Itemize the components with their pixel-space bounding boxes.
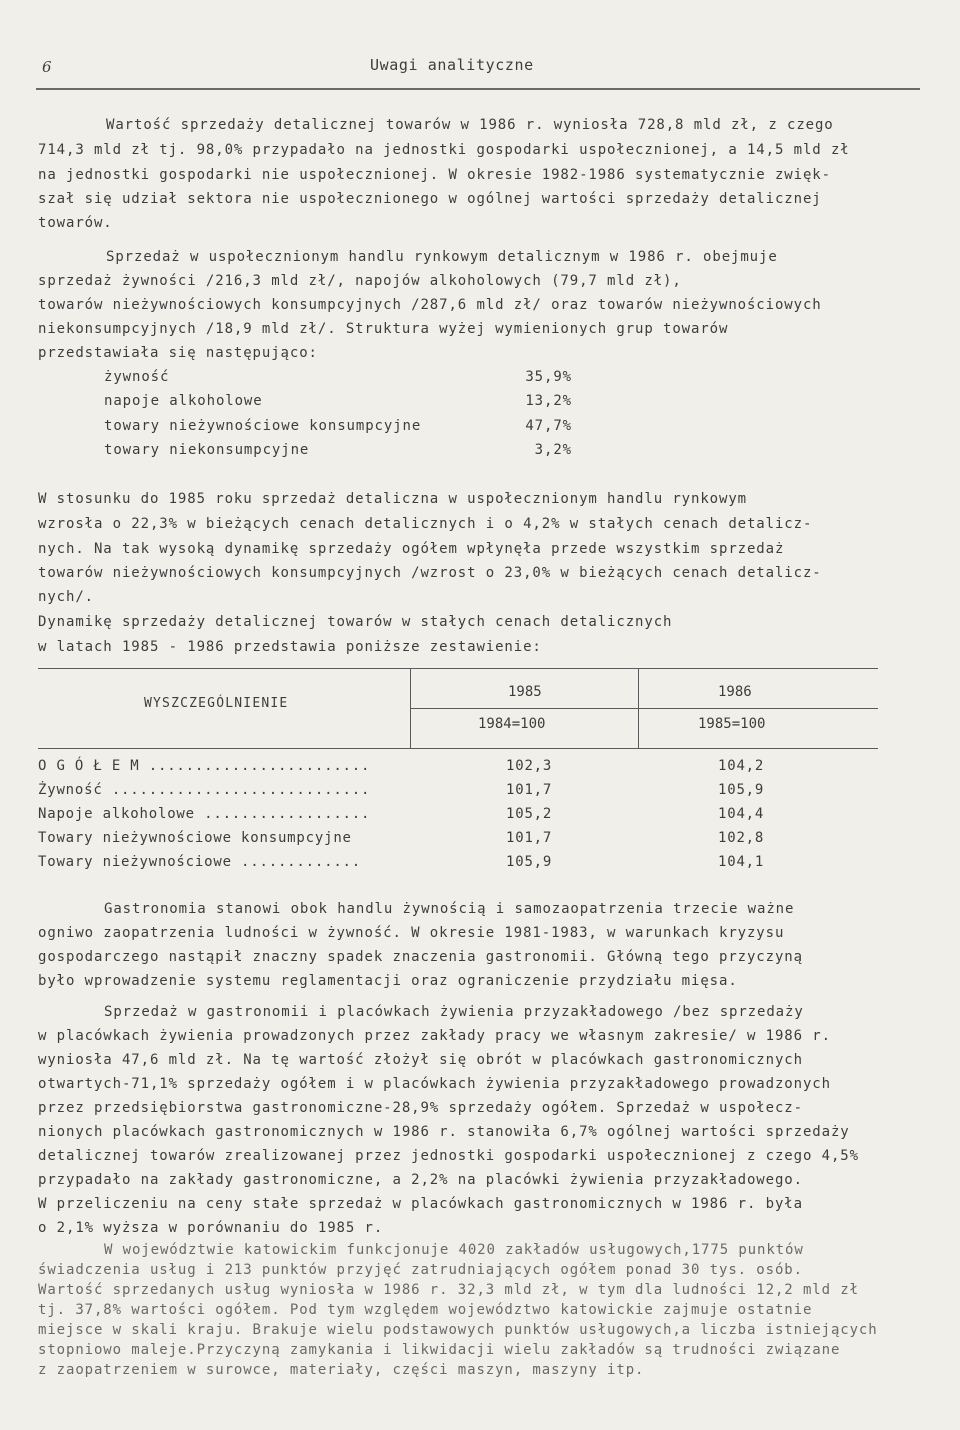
- paragraph-line: w latach 1985 - 1986 przedstawia poniższe zestawienie:: [38, 639, 542, 655]
- row-label: Żywność ............................: [38, 782, 371, 798]
- table-row: [38, 758, 878, 782]
- table-row: [38, 782, 878, 806]
- page-number: 6: [42, 58, 52, 76]
- paragraph-line: o 2,1% wyższa w porównaniu do 1985 r.: [38, 1220, 384, 1236]
- row-value-1986: 104,4: [718, 806, 765, 822]
- structure-value: 47,7%: [525, 418, 572, 434]
- row-label: O G Ó Ł E M ........................: [38, 758, 371, 774]
- paragraph-line: niekonsumpcyjnych /18,9 mld zł/. Struktura wyżej wymienionych grup towarów: [38, 321, 729, 337]
- paragraph-line: W województwie katowickim funkcjonuje 4020 zakładów usługowych,1775 punktów: [104, 1242, 804, 1258]
- header-divider: [36, 88, 920, 90]
- structure-label: napoje alkoholowe: [104, 393, 263, 409]
- paragraph-line: świadczenia usług i 213 punktów przyjęć zatrudniających ogółem ponad 30 tys. osób.: [38, 1262, 803, 1278]
- paragraph-line: szał się udział sektora nie uspołecznionego w ogólnej wartości sprzedaży detalicznej: [38, 191, 822, 207]
- paragraph-line: nych/.: [38, 589, 94, 605]
- table-header-year: 1986: [718, 684, 752, 700]
- structure-label: żywność: [104, 369, 170, 385]
- paragraph-line: w placówkach żywienia prowadzonych przez zakłady pracy we własnym zakresie/ w 1986 r.: [38, 1028, 831, 1044]
- paragraph-line: W stosunku do 1985 roku sprzedaż detaliczna w uspołecznionym handlu rynkowym: [38, 491, 747, 507]
- paragraph-line: Wartość sprzedanych usług wyniosła w 1986 r. 32,3 mld zł, w tym dla ludności 12,2 mld zł: [38, 1282, 859, 1298]
- paragraph-line: stopniowo maleje.Przyczyną zamykania i likwidacji wielu zakładów są trudności związane: [38, 1342, 841, 1358]
- table-header-rule: [38, 748, 878, 749]
- paragraph-line: miejsce w skali kraju. Brakuje wielu podstawowych punktów usługowych,a liczba istniejących: [38, 1322, 878, 1338]
- page-title: Uwagi analityczne: [370, 56, 534, 74]
- structure-value: 35,9%: [525, 369, 572, 385]
- paragraph-line: nych. Na tak wysoką dynamikę sprzedaży ogółem wpłynęła przede wszystkim sprzedaż: [38, 541, 785, 557]
- paragraph-line: otwartych-71,1% sprzedaży ogółem i w placówkach żywienia przyzakładowego prowadzonych: [38, 1076, 831, 1092]
- paragraph-line: przypadało na zakłady gastronomiczne, a 2,2% na placówki żywienia przyzakładowego.: [38, 1172, 803, 1188]
- row-value-1986: 105,9: [718, 782, 765, 798]
- table-row: [38, 854, 878, 878]
- table-header-year: 1985: [508, 684, 542, 700]
- row-value-1985: 105,9: [506, 854, 553, 870]
- structure-label: towary niekonsumpcyjne: [104, 442, 310, 458]
- paragraph-line: wzrosła o 22,3% w bieżących cenach detalicznych i o 4,2% w stałych cenach detalicz-: [38, 516, 813, 532]
- table-header-base: 1985=100: [698, 716, 766, 732]
- paragraph-line: ogniwo zaopatrzenia ludności w żywność. W okresie 1981-1983, w warunkach kryzysu: [38, 925, 785, 941]
- table-header-base: 1984=100: [478, 716, 546, 732]
- row-value-1985: 101,7: [506, 830, 553, 846]
- paragraph-line: Gastronomia stanowi obok handlu żywnością i samozaopatrzenia trzecie ważne: [104, 901, 795, 917]
- table-top-rule: [38, 668, 878, 669]
- paragraph-line: Dynamikę sprzedaży detalicznej towarów w stałych cenach detalicznych: [38, 614, 673, 630]
- paragraph-line: tj. 37,8% wartości ogółem. Pod tym względem województwo katowickie zajmuje ostatnie: [38, 1302, 813, 1318]
- paragraph-line: Wartość sprzedaży detalicznej towarów w 1986 r. wyniosła 728,8 mld zł, z czego: [106, 117, 834, 133]
- row-value-1985: 105,2: [506, 806, 553, 822]
- paragraph-line: nionych placówkach gastronomicznych w 1986 r. stanowiła 6,7% ogólnej wartości sprzedaży: [38, 1124, 850, 1140]
- row-value-1986: 104,1: [718, 854, 765, 870]
- paragraph-line: Sprzedaż w uspołecznionym handlu rynkowym detalicznym w 1986 r. obejmuje: [106, 249, 778, 265]
- page-header: [40, 56, 920, 86]
- row-value-1986: 104,2: [718, 758, 765, 774]
- structure-label: towary nieżywnościowe konsumpcyjne: [104, 418, 422, 434]
- paragraph-line: towarów.: [38, 215, 113, 231]
- paragraph-line: W przeliczeniu na ceny stałe sprzedaż w placówkach gastronomicznych w 1986 r. była: [38, 1196, 803, 1212]
- structure-value: 13,2%: [525, 393, 572, 409]
- row-value-1985: 101,7: [506, 782, 553, 798]
- paragraph-line: na jednostki gospodarki nie uspołecznionej. W okresie 1982-1986 systematycznie zwięk-: [38, 167, 831, 183]
- table-header-spec: WYSZCZEGÓLNIENIE: [144, 696, 289, 711]
- paragraph-line: przedstawiała się następująco:: [38, 345, 318, 361]
- paragraph-line: detalicznej towarów zrealizowanej przez jednostki gospodarki uspołecznionej z czego 4,5%: [38, 1148, 859, 1164]
- paragraph-line: przez przedsiębiorstwa gastronomiczne-28,9% sprzedaży ogółem. Sprzedaż w uspołecz-: [38, 1100, 803, 1116]
- row-label: Towary nieżywnościowe konsumpcyjne: [38, 830, 352, 846]
- row-label: Towary nieżywnościowe .............: [38, 854, 362, 870]
- paragraph-line: 714,3 mld zł tj. 98,0% przypadało na jednostki gospodarki uspołecznionej, a 14,5 mld zł: [38, 142, 850, 158]
- paragraph-line: było wprowadzenie systemu reglamentacji oraz ograniczenie przydziału mięsa.: [38, 973, 738, 989]
- structure-value: 3,2%: [534, 442, 572, 458]
- table-subheader-rule: [410, 708, 878, 709]
- row-value-1985: 102,3: [506, 758, 553, 774]
- paragraph-line: Sprzedaż w gastronomii i placówkach żywienia przyzakładowego /bez sprzedaży: [104, 1004, 804, 1020]
- paragraph-line: gospodarczego nastąpił znaczny spadek znaczenia gastronomii. Główną tego przyczyną: [38, 949, 803, 965]
- paragraph-line: towarów nieżywnościowych konsumpcyjnych /wzrost o 23,0% w bieżących cenach detalicz-: [38, 565, 822, 581]
- paragraph-line: sprzedaż żywności /216,3 mld zł/, napojów alkoholowych (79,7 mld zł),: [38, 273, 682, 289]
- table-row: [38, 830, 878, 854]
- row-value-1986: 102,8: [718, 830, 765, 846]
- table-row: [38, 806, 878, 830]
- paragraph-line: wyniosła 47,6 mld zł. Na tę wartość złożył się obrót w placówkach gastronomicznych: [38, 1052, 803, 1068]
- row-label: Napoje alkoholowe ..................: [38, 806, 371, 822]
- paragraph-line: towarów nieżywnościowych konsumpcyjnych /287,6 mld zł/ oraz towarów nieżywnościowych: [38, 297, 822, 313]
- paragraph-line: z zaopatrzeniem w surowce, materiały, części maszyn, maszyny itp.: [38, 1362, 645, 1378]
- dynamics-table: [38, 668, 878, 880]
